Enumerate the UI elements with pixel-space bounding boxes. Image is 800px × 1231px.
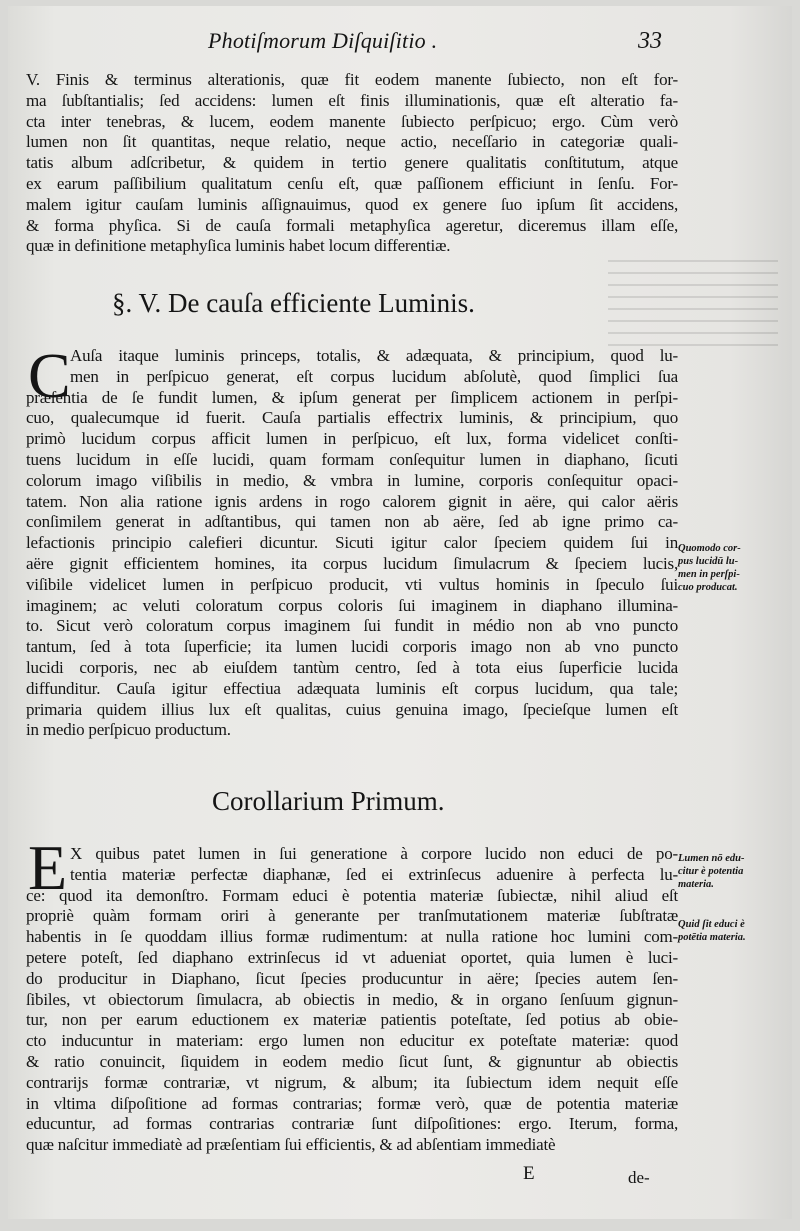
text-line: in medio perſpicuo productum. bbox=[26, 720, 231, 740]
text-line: & ratio conuincit, ſiquidem in eodem medio ſicut ſunt, & gignuntur ab obiectis bbox=[26, 1051, 678, 1071]
text-line: in vltima diſpoſitione ad formas contrarias; formæ verò, quæ de potentia materiæ bbox=[26, 1093, 678, 1113]
running-title: Photiſmorum Diſquiſitio . bbox=[208, 28, 438, 53]
text-line: habentis in ſe quoddam illius formæ rudimentum: at nulla ratione hoc lumini com- bbox=[26, 927, 678, 947]
text-line: primaria quidem illius lux eſt qualitas, cuius genuina imago, ſpecieſque lumen eſt bbox=[26, 699, 678, 719]
section-heading-corollarium: Corollarium Primum. bbox=[212, 786, 445, 816]
margin-note-line: cuo producat. bbox=[678, 582, 738, 593]
drop-cap-e: E bbox=[28, 832, 68, 903]
text-line: propriè quàm formam oriri à generante per tranſmutationem materiæ ſubſtratæ bbox=[26, 906, 678, 926]
page-number: 33 bbox=[638, 28, 662, 54]
margin-note-line: citur è potentia bbox=[678, 866, 744, 877]
text-line: aëre gignit efficientem homines, ita corpus lucidum ſimulacrum & ſpeciem lucis, bbox=[26, 553, 678, 573]
margin-note-line: pus lucidū lu- bbox=[678, 556, 739, 567]
margin-note-line: Quomodo cor- bbox=[678, 543, 741, 554]
margin-note-quomodo bbox=[678, 542, 783, 594]
text-line: imaginem; ac veluti coloratum corpus coloris ſui imaginem in diaphano illumina- bbox=[26, 595, 678, 615]
paragraph-ex-quibus bbox=[26, 844, 678, 1156]
margin-note-line: men in perſpi- bbox=[678, 569, 740, 580]
text-line: primò lucidum corpus afficit lumen in perſpicuo, eſt lux, forma videlicet conſti- bbox=[26, 429, 678, 449]
text-line: tatem. Non alia ratione ignis ardens in rogo calorem gignit in aëre, qui calor aëris bbox=[26, 491, 678, 511]
text-line: quæ in definitione metaphyſica luminis habet locum differentiæ. bbox=[26, 236, 451, 256]
text-line: men in perſpicuo generat, eſt corpus lucidum abſolutè, quod ſimplici ſua bbox=[70, 366, 678, 386]
text-line: viſibile videlicet lumen in perſpicuo producit, vti vultus hominis in ſpeculo ſui bbox=[26, 574, 678, 594]
paragraph-v-finis bbox=[26, 70, 678, 257]
text-line: petere poteſt, ſed diaphano extrinſecus id vt adueniat oportet, quia lumen è luci- bbox=[26, 947, 678, 967]
text-line: tatis album adſcribetur, & quidem in tertio genere qualitatis conſtitutum, atque bbox=[26, 153, 678, 173]
text-line: ce: quod ita demonſtro. Formam educi è potentia materiæ ſubiectæ, nihil aliud eſt bbox=[26, 885, 678, 905]
paragraph-causa-itaque bbox=[26, 340, 678, 741]
book-page bbox=[8, 6, 792, 1219]
text-line: ma ſubſtantialis; ſed accidens: lumen eſt finis illuminationis, quæ eſt alteratio fa- bbox=[26, 90, 678, 110]
text-line: contrarijs formæ contrariæ, vt nigrum, & album; ita ſubiectum idem nequit eſſe bbox=[26, 1072, 678, 1092]
text-line: do producitur in Diaphano, ſicut ſpecies producuntur in aëre; ſpecies autem ſen- bbox=[26, 968, 678, 988]
text-line: & forma phyſica. Si de cauſa formali metaphyſica ageretur, diceremus illam eſſe, bbox=[26, 215, 678, 235]
text-line: X quibus patet lumen in ſui generatione à corpore lucido non educi de po- bbox=[70, 844, 678, 863]
text-line: lefactionis principio calefieri dicuntur. Sicuti igitur calor ſpeciem quidem ſui in bbox=[26, 533, 678, 553]
section-heading-causa-efficiente: §. V. De cauſa efficiente Luminis. bbox=[112, 288, 475, 318]
text-line: educuntur, ad formas contrarias contrariæ ſunt diſpoſitiones: ergo. Iterum, forma, bbox=[26, 1114, 678, 1134]
margin-note-line: potētia materia. bbox=[678, 932, 746, 943]
text-line: malem igitur cauſam luminis aſſignauimus, quod ex genere ſuo ipſum ſit accidens, bbox=[26, 194, 678, 214]
text-line: diffunditur. Cauſa igitur effectiua adæquata luminis eſt corpus lucidum, qua tale; bbox=[26, 678, 678, 698]
text-line: cta inter tenebras, & lucem, eodem manente ſubiecto perſpicuo; ergo. Cùm verò bbox=[26, 111, 678, 131]
bleed-through-text bbox=[608, 256, 778, 346]
margin-note-line: Lumen nō edu- bbox=[678, 853, 745, 864]
text-line: tentia materiæ perfectæ diaphanæ, ſed ei extrinſecus aduenire à perfecta lu- bbox=[70, 864, 678, 884]
page-header bbox=[8, 26, 792, 56]
text-line: to. Sicut verò coloratum corpus imaginem ſui fundit in médio non ab vno puncto bbox=[26, 616, 678, 636]
text-line: Auſa itaque luminis princeps, totalis, & adæquata, & principium, quod lu- bbox=[70, 346, 678, 365]
text-line: ſibiles, vt obiectorum ſimulacra, ab obiectis in medio, & in organo ſenſuum gignun- bbox=[26, 989, 678, 1009]
margin-note-lumen-non-educitur bbox=[678, 852, 783, 891]
catchword: de- bbox=[628, 1168, 650, 1187]
text-line: quæ naſcitur immediatè ad præſentiam ſui efficientis, & ad abſentiam immediatè bbox=[26, 1135, 556, 1155]
signature-mark: E bbox=[523, 1163, 535, 1184]
margin-note-line: materia. bbox=[678, 879, 714, 890]
text-line: lucidi corporis, nec ab eiuſdem tantùm centro, ſed à tota eius ſuperficie lucida bbox=[26, 657, 678, 677]
text-line: cto inducuntur in materiam: ergo lumen non educitur ex poteſtate materiæ: quod bbox=[26, 1031, 678, 1051]
text-line: tur, non per earum eductionem ex materiæ patientis poteſtate, ſed potius ab obie- bbox=[26, 1010, 678, 1030]
text-line: V. Finis & terminus alterationis, quæ fit eodem manente ſubiecto, non eſt for- bbox=[26, 70, 678, 89]
text-line: conſimilem generat in adſtantibus, qui tamen non ab aëre, ſed ab igne primo ca- bbox=[26, 512, 678, 532]
margin-note-line: Quid ſit educi è bbox=[678, 919, 745, 930]
text-line: colorum imago viſibilis in medio, & vmbra in lumine, corporis conſequitur opaci- bbox=[26, 470, 678, 490]
text-line: cuo, qualecumque id fuerit. Cauſa partialis effectrix luminis, & principium, quo bbox=[26, 408, 678, 428]
text-line: præſentia de ſe fundit lumen, & ipſum generat per ſimplicem actionem in perſpi- bbox=[26, 387, 678, 407]
text-line: ex earum paſſibilium qualitatum cenſu eſt, quæ paſſionem efficiunt in ſenſu. For- bbox=[26, 173, 678, 193]
margin-note-quid-sit-educi bbox=[678, 918, 783, 944]
text-line: tantum, ſed à tota ſuperficie; ita lumen lucidi corporis imago non ab vno puncto bbox=[26, 637, 678, 657]
drop-cap-c: C bbox=[28, 340, 71, 411]
text-line: tuens lucidum in eſſe lucidi, quam formam conſequitur lumen in diaphano, ſicuti bbox=[26, 449, 678, 469]
text-line: lumen non ſit quantitas, neque relatio, neque actio, neceſſario in categoriæ quali- bbox=[26, 132, 678, 152]
